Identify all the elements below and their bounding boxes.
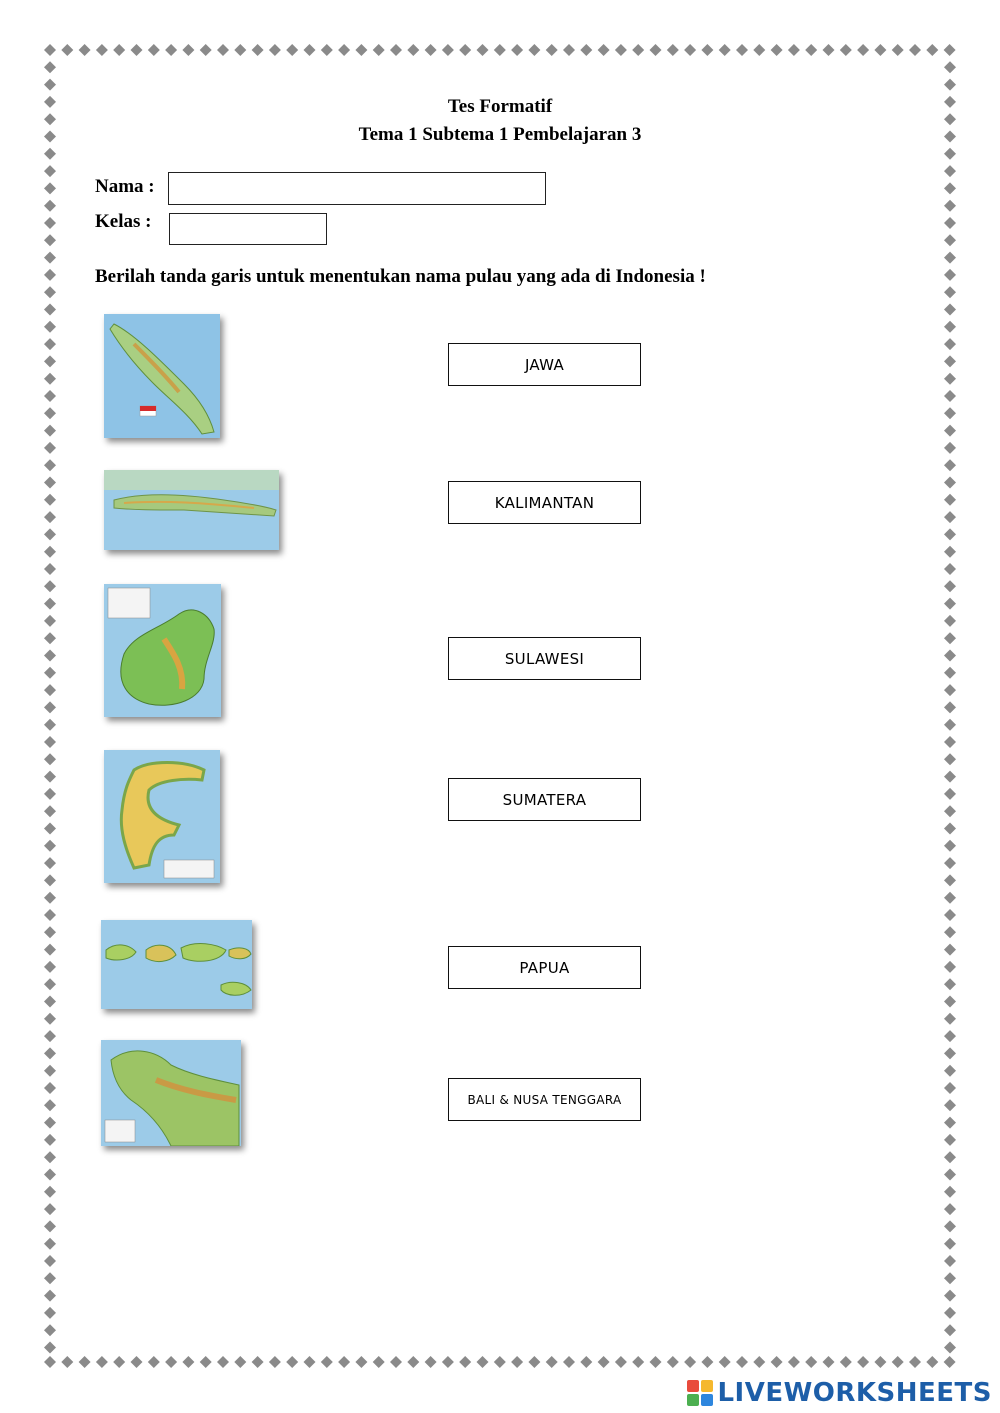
class-label: Kelas :	[95, 211, 152, 232]
worksheet-title: Tes Formatif	[447, 96, 553, 117]
map-sulawesi[interactable]	[104, 750, 220, 883]
answer-box-sumatera[interactable]: SUMATERA	[448, 778, 641, 821]
answer-box-jawa[interactable]: JAWA	[448, 343, 641, 386]
brand-text: LIVEWORKSHEETS	[717, 1378, 992, 1408]
worksheet-subtitle: Tema 1 Subtema 1 Pembelajaran 3	[358, 124, 642, 145]
map-jawa[interactable]	[104, 470, 279, 550]
answer-box-bali-nusa-tenggara[interactable]: BALI & NUSA TENGGARA	[448, 1078, 641, 1121]
class-input[interactable]	[169, 213, 327, 245]
map-kalimantan[interactable]	[104, 584, 221, 717]
name-label: Nama :	[95, 176, 155, 197]
answer-box-papua[interactable]: PAPUA	[448, 946, 641, 989]
liveworksheets-brand	[687, 1377, 992, 1409]
name-input[interactable]	[168, 172, 546, 205]
instruction-text: Berilah tanda garis untuk menentukan nama pulau yang ada di Indonesia !	[95, 266, 706, 287]
map-bali-nusa-tenggara[interactable]	[101, 920, 252, 1009]
liveworksheets-logo-icon	[687, 1380, 713, 1406]
map-sumatera[interactable]	[104, 314, 220, 438]
answer-box-kalimantan[interactable]: KALIMANTAN	[448, 481, 641, 524]
answer-box-sulawesi[interactable]: SULAWESI	[448, 637, 641, 680]
map-papua[interactable]	[101, 1040, 241, 1146]
